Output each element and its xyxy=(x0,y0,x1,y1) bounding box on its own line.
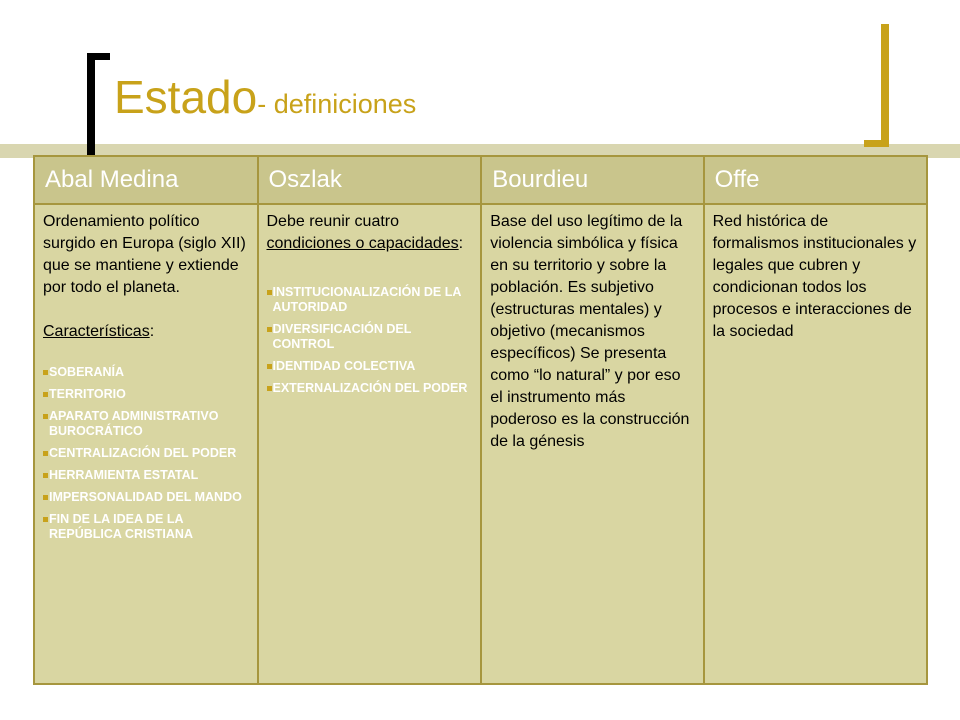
list-item: TERRITORIO xyxy=(43,387,249,402)
square-bullet-icon xyxy=(267,386,272,391)
abal-features-list xyxy=(43,365,249,542)
abal-features-suffix: : xyxy=(149,323,155,340)
abal-features-heading xyxy=(43,321,249,343)
square-bullet-icon xyxy=(43,451,48,456)
list-item: IDENTIDAD COLECTIVA xyxy=(267,359,473,374)
square-bullet-icon xyxy=(43,495,48,500)
oszlak-definition: Debe reunir cuatro condiciones o capacidades: xyxy=(266,213,464,252)
header-bourdieu: Bourdieu xyxy=(481,156,703,204)
list-item: IMPERSONALIDAD DEL MANDO xyxy=(43,490,249,505)
list-item: SOBERANÍA xyxy=(43,365,249,380)
page-title xyxy=(114,70,416,124)
left-bracket-decoration xyxy=(87,53,110,155)
oszlak-underlined-phrase: condiciones o capacidades xyxy=(266,235,459,252)
square-bullet-icon xyxy=(43,473,48,478)
page-title-sub: - definiciones xyxy=(257,89,417,119)
table-header-row xyxy=(34,156,927,204)
square-bullet-icon xyxy=(43,392,48,397)
square-bullet-icon xyxy=(43,370,48,375)
square-bullet-icon xyxy=(267,364,272,369)
definitions-table xyxy=(33,155,928,685)
list-item: INSTITUCIONALIZACIÓN DE LA AUTORIDAD xyxy=(267,285,473,315)
bourdieu-definition: Base del uso legítimo de la violencia simbólica y física en su territorio y sobre la población. Es subjetivo (estructuras mentales) y objetivo (mecanismos específicos) Se presenta como “lo natural” y por eso el instrumento más poderoso es la construcción de la génesis xyxy=(490,213,690,450)
list-item: FIN DE LA IDEA DE LA REPÚBLICA CRISTIANA xyxy=(43,512,249,542)
square-bullet-icon xyxy=(43,517,48,522)
right-bracket-decoration xyxy=(864,24,889,147)
oszlak-conditions-list xyxy=(267,285,473,396)
list-item: APARATO ADMINISTRATIVO BUROCRÁTICO xyxy=(43,409,249,439)
square-bullet-icon xyxy=(267,290,272,295)
offe-definition: Red histórica de formalismos institucionales y legales que cubren y condicionan todos los procesos e interacciones de la sociedad xyxy=(712,213,917,340)
cell-bourdieu xyxy=(481,204,703,684)
cell-offe xyxy=(704,204,927,684)
list-item: EXTERNALIZACIÓN DEL PODER xyxy=(267,381,473,396)
list-item: HERRAMIENTA ESTATAL xyxy=(43,468,249,483)
page-title-main: Estado xyxy=(114,71,258,123)
cell-oszlak xyxy=(258,204,482,684)
header-oszlak: Oszlak xyxy=(258,156,482,204)
square-bullet-icon xyxy=(43,414,48,419)
cell-abal-medina xyxy=(34,204,258,684)
square-bullet-icon xyxy=(267,327,272,332)
table-row xyxy=(34,204,927,684)
header-offe: Offe xyxy=(704,156,927,204)
list-item: CENTRALIZACIÓN DEL PODER xyxy=(43,446,249,461)
list-item: DIVERSIFICACIÓN DEL CONTROL xyxy=(267,322,473,352)
header-abal-medina: Abal Medina xyxy=(34,156,258,204)
abal-definition: Ordenamiento político surgido en Europa (siglo XII) que se mantiene y extiende por todo el planeta. xyxy=(43,213,246,296)
abal-features-label: Características xyxy=(43,323,150,340)
